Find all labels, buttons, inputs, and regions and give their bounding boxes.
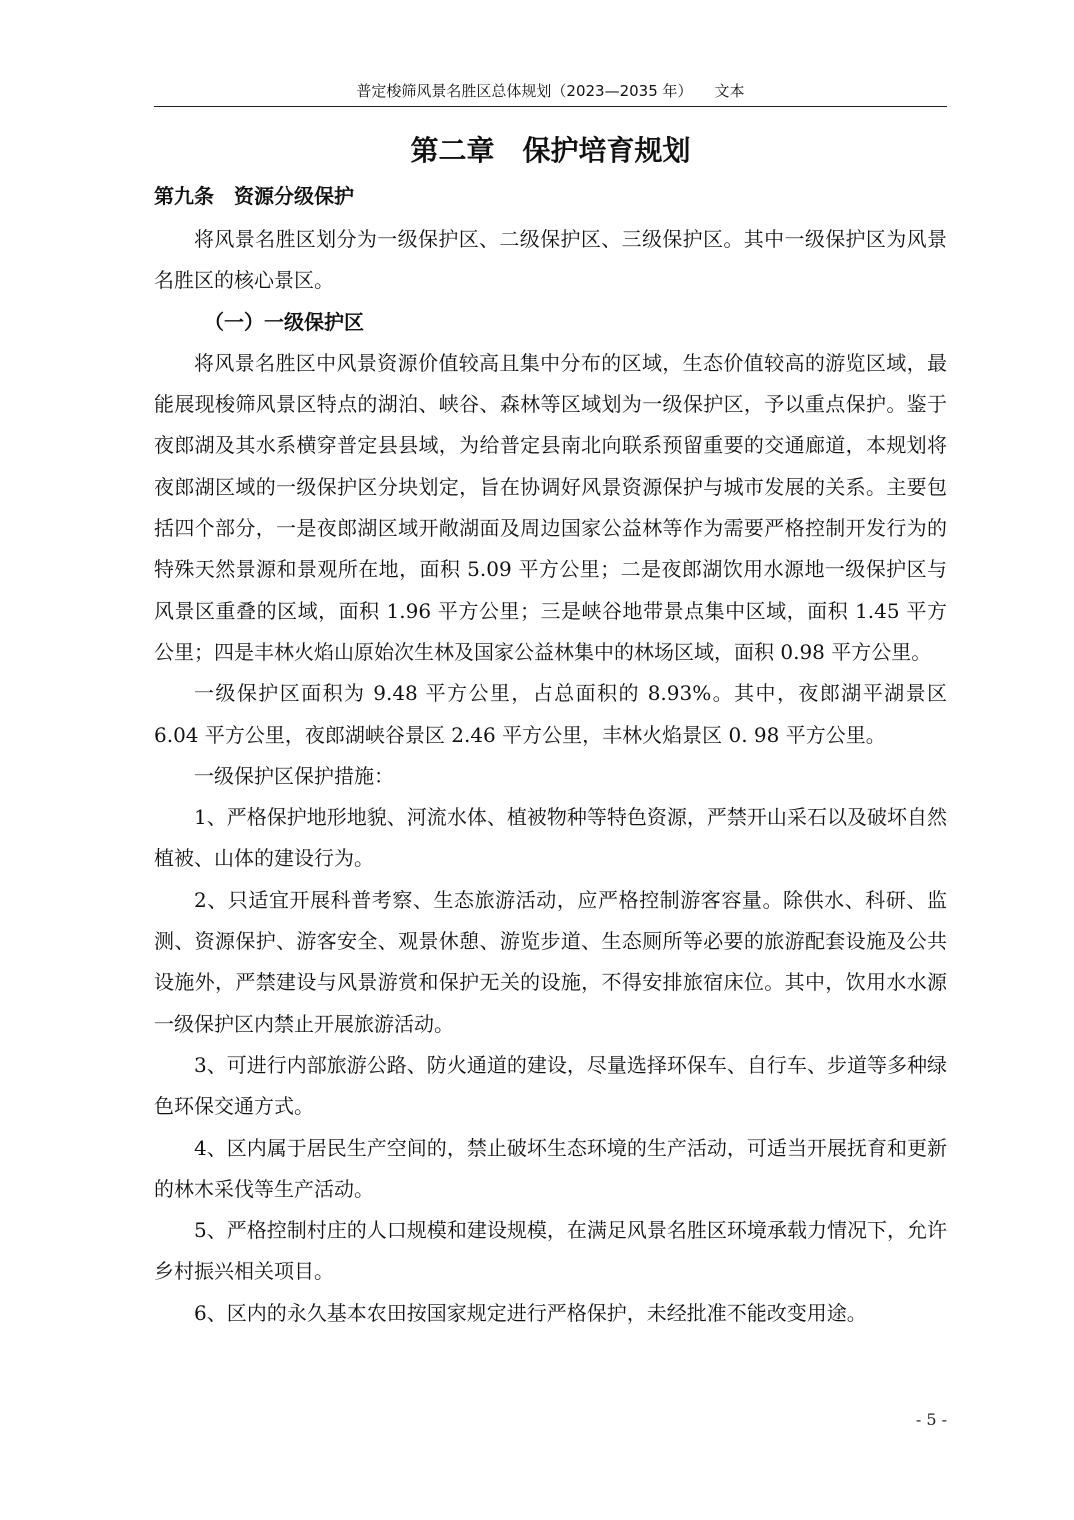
body-text [154,219,947,1334]
paragraph-intro: 将风景名胜区划分为一级保护区、二级保护区、三级保护区。其中一级保护区为风景名胜区的核心景区。 [154,227,947,293]
paragraph-description: 将风景名胜区中风景资源价值较高且集中分布的区域，生态价值较高的游览区域，最能展现梭筛风景区特点的湖泊、峡谷、森林等区域划为一级保护区，予以重点保护。鉴于夜郎湖及其水系横穿普定县县域，为给普定县南北向联系预留重要的交通廊道，本规划将夜郎湖区域的一级保护区分块划定，旨在协调好风景资源保护与城市发展的关系。主要包括四个部分，一是夜郎湖区域开敞湖面及周边国家公益林等作为需要严格控制开发行为的特殊天然景源和景观所在地，面积 5.09 平方公里；二是夜郎湖饮用水源地一级保护区与风景区重叠的区域，面积 1.96 平方公里；三是峡谷地带景点集中区域，面积 1.45 平方公里；四是丰林火焰山原始次生林及国家公益林集中的林场区域，面积 0.98 平方公里。 [154,350,947,664]
measure-item: 2、只适宜开展科普考察、生态旅游活动，应严格控制游客容量。除供水、科研、监测、资源保护、游客安全、观景休憩、游览步道、生态厕所等必要的旅游配套设施及公共设施外，严禁建设与风景游赏和保护无关的设施，不得安排旅宿床位。其中，饮用水水源一级保护区内禁止开展旅游活动。 [154,887,947,1036]
measure-item: 3、可进行内部旅游公路、防火通道的建设，尽量选择环保车、自行车、步道等多种绿色环保交通方式。 [154,1052,947,1119]
running-header [154,80,947,107]
paragraph-area: 一级保护区面积为 9.48 平方公里，占总面积的 8.93%。其中，夜郎湖平湖景区 6.04 平方公里，夜郎湖峡谷景区 2.46 平方公里，丰林火焰景区 0. 98 平方公里。 [154,681,947,747]
measure-item: 4、区内属于居民生产空间的，禁止破坏生态环境的生产活动，可适当开展抚育和更新的林木采伐等生产活动。 [154,1135,947,1201]
article-title: 第九条 资源分级保护 [154,184,354,208]
measure-item: 5、严格控制村庄的人口规模和建设规模，在满足风景名胜区环境承载力情况下，允许乡村振兴相关项目。 [154,1218,947,1284]
header-title: 普定梭筛风景名胜区总体规划（2023—2035 年） [356,82,693,100]
chapter-title: 第二章 保护培育规划 [410,134,691,167]
measure-item: 6、区内的永久基本农田按国家规定进行严格保护，未经批准不能改变用途。 [194,1300,867,1325]
measure-item: 1、严格保护地形地貌、河流水体、植被物种等特色资源，严禁开山采石以及破坏自然植被、山体的建设行为。 [154,805,947,871]
paragraph-measures-heading: 一级保护区保护措施： [194,763,394,788]
subsection-heading: （一）一级保护区 [204,309,364,334]
page-number: - 5 - [915,1410,947,1429]
header-doc-type: 文本 [714,82,745,100]
